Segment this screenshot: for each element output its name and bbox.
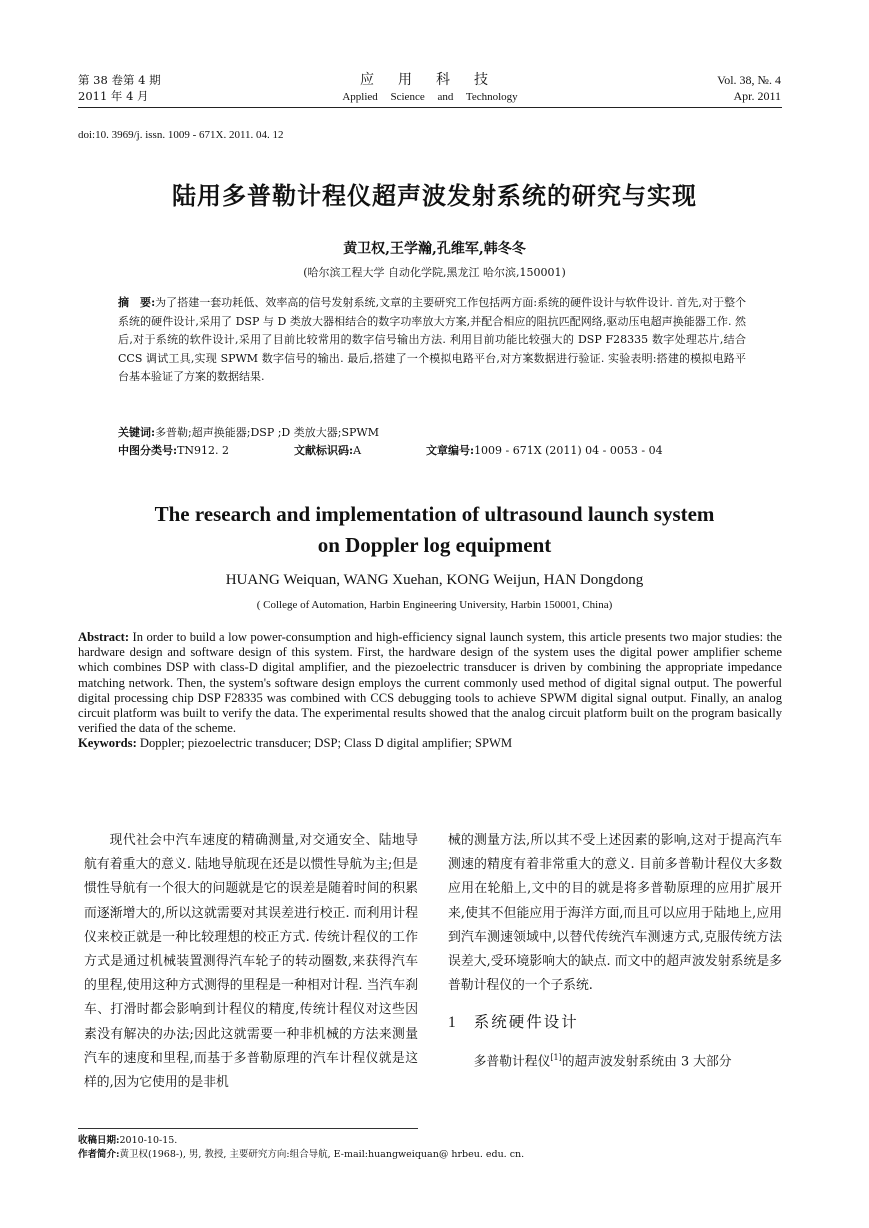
journal-name-en: Applied Science and Technology xyxy=(342,91,518,103)
paper-title-en-line2: on Doppler log equipment xyxy=(317,533,552,557)
footnote xyxy=(78,1134,524,1162)
clc xyxy=(118,442,294,460)
authors-en: HUANG Weiquan, WANG Xuehan, KONG Weijun, HAN Dongdong xyxy=(225,572,644,588)
keywords-text-cn: 多普勒;超声换能器;DSP ;D 类放大器;SPWM xyxy=(155,426,379,439)
body-column-left xyxy=(84,829,418,1095)
article-number-label: 文章编号: xyxy=(426,444,475,457)
received-date xyxy=(78,1134,524,1148)
section-title: 系统硬件设计 xyxy=(473,1013,579,1032)
abstract-cn xyxy=(118,294,746,387)
section-1-text-start: 多普勒计程仪 xyxy=(473,1053,551,1069)
header-rule xyxy=(78,107,782,108)
footnote-rule xyxy=(78,1128,418,1129)
received-label: 收稿日期: xyxy=(78,1135,120,1146)
intro-paragraph-1: 现代社会中汽车速度的精确测量,对交通安全、陆地导航有着重大的意义. 陆地导航现在还是以惯性导航为主;但是惯性导航有一个很大的问题就是它的误差是随着时间的积累而逐渐增大的,所以这就需要对其误差进行校正. 而利用计程仪来校正就是一种比较理想的校正方式. 传统计程仪的工作方式是通过机械装置测得汽车轮子的转动圈数,来获得汽车的里程,使用这种方式测得的里程是一种相对计程. 当汽车刹车、打滑时都会影响到计程仪的精度,传统计程仪对这些因素没有解决的办法;因此这就需要一种非机械的方法来测量汽车的速度和里程,而基于多普勒原理的汽车计程仪就是这样的,因为它使用的是非机 xyxy=(84,833,418,1091)
received-value: 2010-10-15. xyxy=(119,1135,178,1146)
affiliation-en: ( College of Automation, Harbin Engineering University, Harbin 150001, China) xyxy=(256,599,613,611)
section-heading-1 xyxy=(448,1010,782,1035)
abstract-label-cn: 摘 要: xyxy=(118,296,156,309)
doc-code xyxy=(294,442,426,460)
keywords-label-cn: 关键词: xyxy=(118,426,156,439)
metadata-cn xyxy=(118,424,746,460)
doi: doi:10. 3969/j. issn. 1009 - 671X. 2011. 04. 12 xyxy=(78,129,284,141)
article-number-value: 1009 - 671X (2011) 04 - 0053 - 04 xyxy=(474,444,663,457)
paper-title-en-line1: The research and implementation of ultrasound launch system xyxy=(154,502,715,526)
intro-paragraph-1-continued: 械的测量方法,所以其不受上述因素的影响,这对于提高汽车测速的精度有着非常重大的意义. 目前多普勒计程仪大多数应用在轮船上,文中的目的就是将多普勒原理的应用扩展开来,使其不但能应用于海洋方面,而且可以应用于陆地上,应用到汽车测速领域中,以替代传统汽车测速方式,克服传统方法误差大,受环境影响大的缺点. 而文中的超声波发射系统是多普勒计程仪的一个子系统. xyxy=(448,833,782,994)
paper-title-cn: 陆用多普勒计程仪超声波发射系统的研究与实现 xyxy=(172,182,697,210)
author-bio xyxy=(78,1148,524,1162)
keywords-cn xyxy=(118,424,746,442)
article-number xyxy=(426,442,663,460)
clc-value: TN912. 2 xyxy=(177,444,230,457)
affiliation-cn: (哈尔滨工程大学 自动化学院,黑龙江 哈尔滨,150001) xyxy=(303,266,566,279)
keywords-en xyxy=(78,736,782,751)
citation-ref: [1] xyxy=(550,1052,562,1062)
author-bio-text: 黄卫权(1968-), 男, 教授, 主要研究方向:组合导航, E-mail:huangweiquan@ hrbeu. edu. cn. xyxy=(119,1149,525,1160)
doc-code-value: A xyxy=(353,444,362,457)
section-1-paragraph xyxy=(448,1046,782,1074)
running-header-right xyxy=(717,72,781,104)
body-column-right xyxy=(448,829,782,1074)
section-1-text-end: 的超声波发射系统由 3 大部分 xyxy=(561,1053,732,1069)
volume-issue-en: Vol. 38, №. 4 xyxy=(717,73,781,87)
volume-issue-cn: 第 38 卷第 4 期 xyxy=(78,73,161,87)
abstract-text-en: In order to build a low power-consumption and high-efficiency signal launch system, this article presents two major studies: the hardware design and software design of this system. First, the hardware design of the system uses the digital power amplifier scheme which combines DSP with class-D digital amplifier, and the piezoelectric transducer is driven by combining the appropriate impedance matching network. Then, the system's software design employs the current commonly used method of digital signal output. The powerful digital processing chip DSP F28335 was combined with CCS debugging tools to achieve SPWM digital signal output. Finally, an analog circuit platform was built to verify the data. The experimental results showed that the analog circuit platform built on the program basically verified the data of the scheme. xyxy=(78,630,782,736)
journal-name-cn: 应用科技 xyxy=(360,72,512,88)
paper-title-en xyxy=(0,499,869,561)
section-number: 1 xyxy=(448,1014,458,1032)
authors-cn: 黄卫权,王学瀚,孔维军,韩冬冬 xyxy=(343,241,526,257)
date-en: Apr. 2011 xyxy=(733,89,781,103)
running-header-left xyxy=(78,72,161,104)
abstract-en xyxy=(78,630,782,752)
keywords-label-en: Keywords: xyxy=(78,736,137,751)
keywords-text-en: Doppler; piezoelectric transducer; DSP; Class D digital amplifier; SPWM xyxy=(136,736,513,751)
clc-label: 中图分类号: xyxy=(118,444,178,457)
author-bio-label: 作者简介: xyxy=(78,1149,120,1160)
running-header-center xyxy=(330,70,530,104)
abstract-en-para xyxy=(78,630,782,736)
doc-code-label: 文献标识码: xyxy=(294,444,354,457)
date-cn: 2011 年 4 月 xyxy=(78,89,149,103)
classification-row xyxy=(118,442,746,460)
abstract-text-cn: 为了搭建一套功耗低、效率高的信号发射系统,文章的主要研究工作包括两方面:系统的硬件设计与软件设计. 首先,对于整个系统的硬件设计,采用了 DSP 与 D 类放大器相结合的数字功率放大方案,并配合相应的阻抗匹配网络,驱动压电超声换能器工作. 然后,对于系统的软件设计,采用了目前比较常用的数字信号输出方法. 利用目前功能比较强大的 DSP F28335 数字处理芯片,结合 CCS 调试工具,实现 SPWM 数字信号的输出. 最后,搭建了一个模拟电路平台,对方案数据进行验证. 实验表明:搭建的模拟电路平台基本验证了方案的数据结果. xyxy=(118,296,746,384)
abstract-label-en: Abstract: xyxy=(78,630,130,644)
